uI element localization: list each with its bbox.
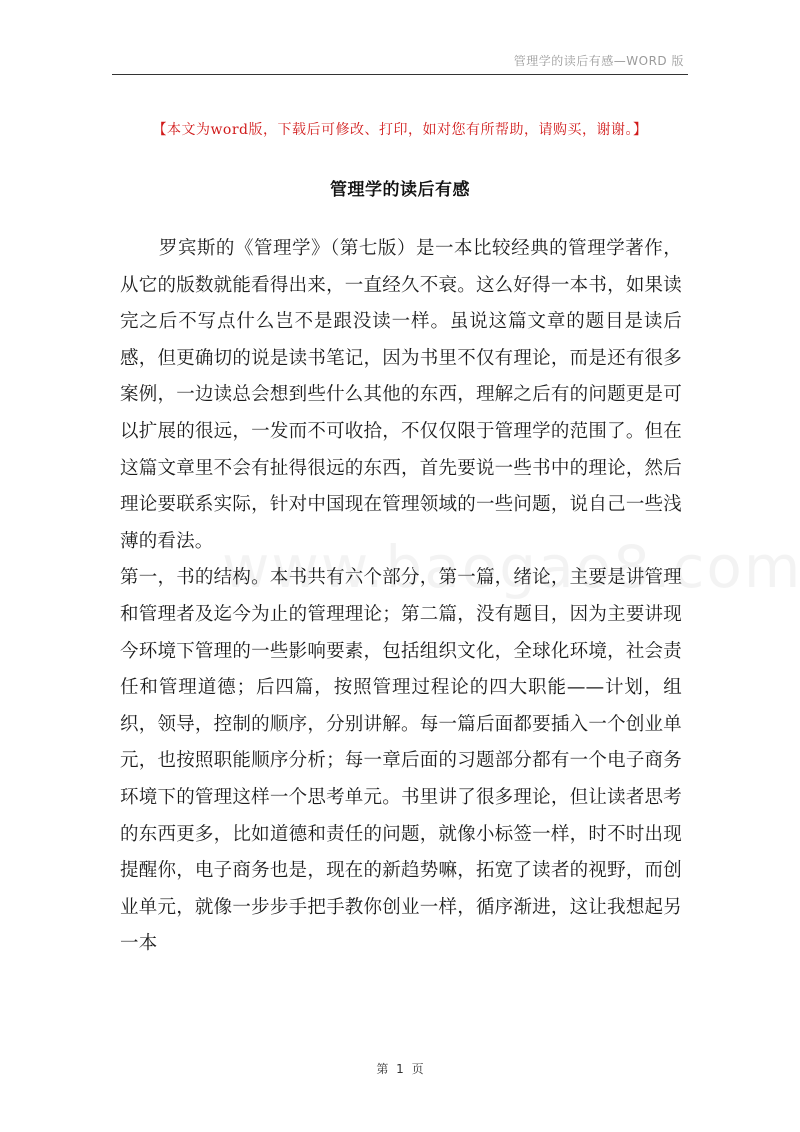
download-notice: 【本文为word版，下载后可修改、打印，如对您有所帮助，请购买，谢谢。】 <box>152 122 648 138</box>
header-divider <box>112 74 688 75</box>
running-header: 管理学的读后有感—WORD 版 <box>513 54 684 68</box>
document-title: 管理学的读后有感 <box>330 180 470 200</box>
paragraph-structure: 第一，书的结构。本书共有六个部分，第一篇，绪论，主要是讲管理和管理者及迄今为止的管理理论；第二篇，没有题目，因为主要讲现今环境下管理的一些影响要素，包括组织文化，全球化环境，社会责任和管理道德；后四篇，按照管理过程论的四大职能——计划，组织，领导，控制的顺序，分别讲解。每一篇后面都要插入一个创业单元，也按照职能顺序分析；每一章后面的习题部分都有一个电子商务环境下的管理这样一个思考单元。书里讲了很多理论，但让读者思考的东西更多，比如道德和责任的问题，就像小标签一样，时不时出现提醒你，电子商务也是，现在的新趋势嘛，拓宽了读者的视野，而创业单元，就像一步步手把手教你创业一样，循序渐进，这让我想起另一本 <box>120 567 682 955</box>
footer-suffix: 页 <box>411 1062 424 1076</box>
paragraph-intro: 罗宾斯的《管理学》（第七版）是一本比较经典的管理学著作，从它的版数就能看得出来，一直经久不衰。这么好得一本书，如果读完之后不写点什么岂不是跟没读一样。虽说这篇文章的题目是读后感，但更确切的说是读书笔记，因为书里不仅有理论，而是还有很多案例，一边读总会想到些什么其他的东西，理解之后有的问题更是可以扩展的很远，一发而不可收拾，不仅仅限于管理学的范围了。但在这篇文章里不会有扯得很远的东西，首先要说一些书中的理论，然后理论要联系实际，针对中国现在管理领域的一些问题，说自己一些浅薄的看法。 <box>120 238 682 552</box>
footer-prefix: 第 <box>376 1062 389 1076</box>
page-number: 1 <box>396 1062 404 1076</box>
page-footer <box>0 1060 800 1077</box>
document-body <box>120 231 682 963</box>
